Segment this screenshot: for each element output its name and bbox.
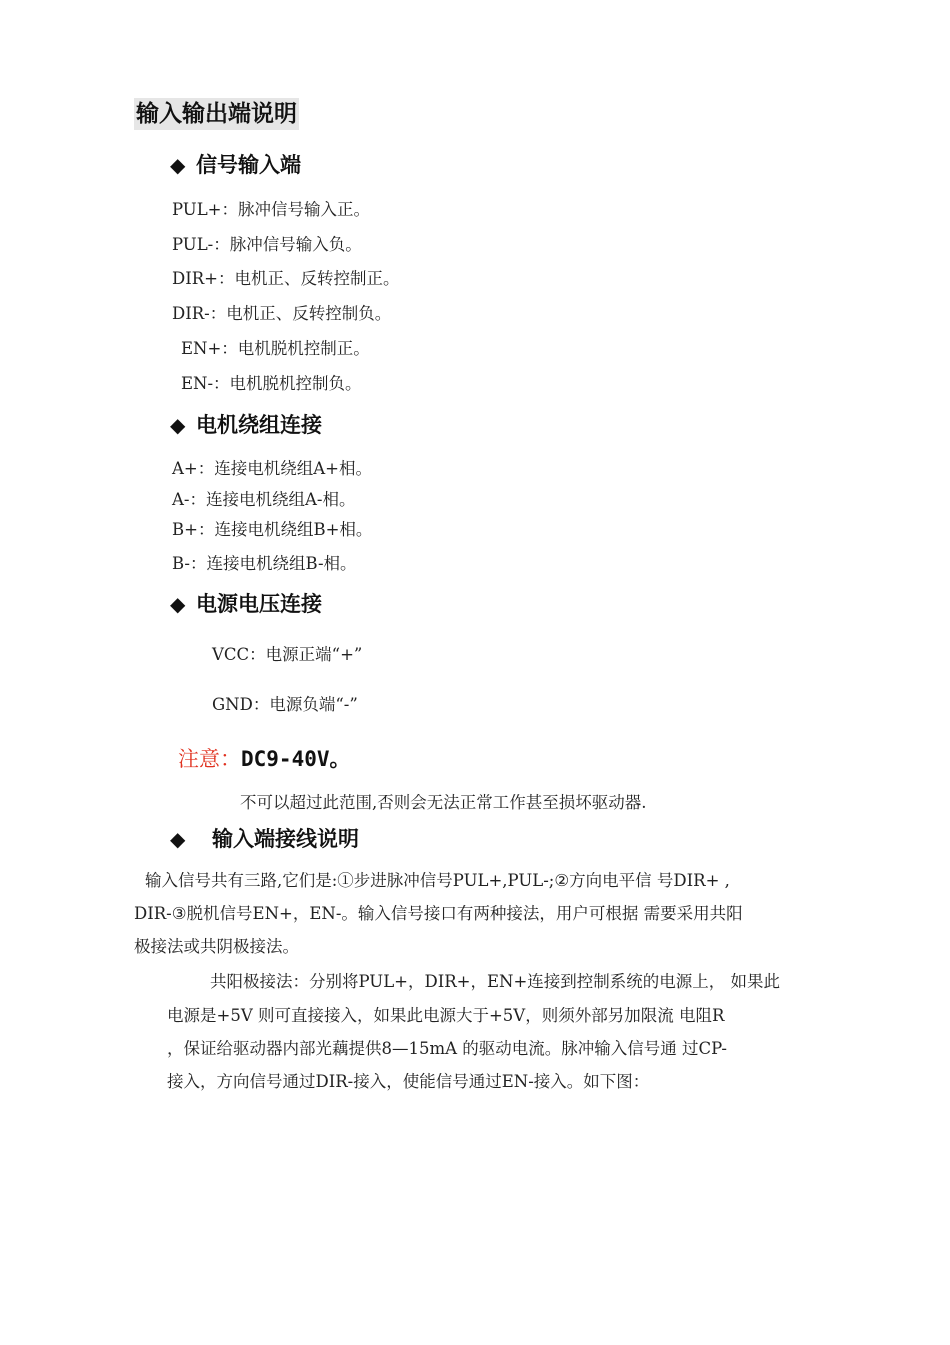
paragraph-line: ，保证给驱动器内部光藕提供8—15mA 的驱动电流。脉冲输入信号通 过CP- [167,1039,727,1058]
a-minus-line: A-：连接电机绕组A-相。 [172,490,356,509]
note-warning-text: 不可以超过此范围,否则会无法正常工作甚至损坏驱动器. [240,793,647,812]
b-plus-line: B+：连接电机绕组B+相。 [172,520,373,539]
diamond-bullet-icon: ◆ [170,592,186,616]
vcc-line: VCC：电源正端“+” [212,645,363,664]
section-heading-text: 信号输入端 [196,153,301,177]
paragraph-line: 电源是+5V 则可直接接入，如果此电源大于+5V，则须外部另加限流 电阻R [167,1006,725,1025]
note-voltage-value: DC9-40V。 [241,747,351,771]
paragraph-line: 共阳极接法：分别将PUL+，DIR+，EN+连接到控制系统的电源上， 如果此 [210,972,781,991]
page-title: 输入输出端说明 [134,98,299,130]
section-motor-winding-heading [170,409,322,439]
en-plus-line: EN+：电机脱机控制正。 [181,339,370,358]
diamond-bullet-icon: ◆ [170,827,186,851]
en-minus-line: EN-：电机脱机控制负。 [181,374,362,393]
section-signal-input-heading [170,149,301,179]
diamond-bullet-icon: ◆ [170,153,186,177]
section-input-wiring-heading [170,823,359,853]
section-heading-text: 电机绕组连接 [196,413,322,437]
section-heading-text: 电源电压连接 [196,592,322,616]
dir-minus-line: DIR-：电机正、反转控制负。 [172,304,392,323]
paragraph-line: 极接法或共阴极接法。 [134,937,299,956]
pul-minus-line: PUL-：脉冲信号输入负。 [172,235,362,254]
voltage-note [178,743,351,773]
section-power-heading [170,588,322,618]
diamond-bullet-icon: ◆ [170,413,186,437]
b-minus-line: B-：连接电机绕组B-相。 [172,554,357,573]
paragraph-line: 接入，方向信号通过DIR-接入，使能信号通过EN-接入。如下图： [167,1072,650,1091]
note-label: 注意： [178,747,241,771]
gnd-line: GND：电源负端“-” [212,695,358,714]
paragraph-line: 输入信号共有三路,它们是:①步进脉冲信号PUL+,PUL-;②方向电平信 号DIR+ , [145,871,730,890]
pul-plus-line: PUL+：脉冲信号输入正。 [172,200,370,219]
dir-plus-line: DIR+：电机正、反转控制正。 [172,269,400,288]
section-heading-text: 输入端接线说明 [212,827,359,851]
paragraph-line: DIR-③脱机信号EN+，EN-。输入信号接口有两种接法，用户可根据 需要采用共阳 [134,904,743,923]
a-plus-line: A+：连接电机绕组A+相。 [172,459,372,478]
